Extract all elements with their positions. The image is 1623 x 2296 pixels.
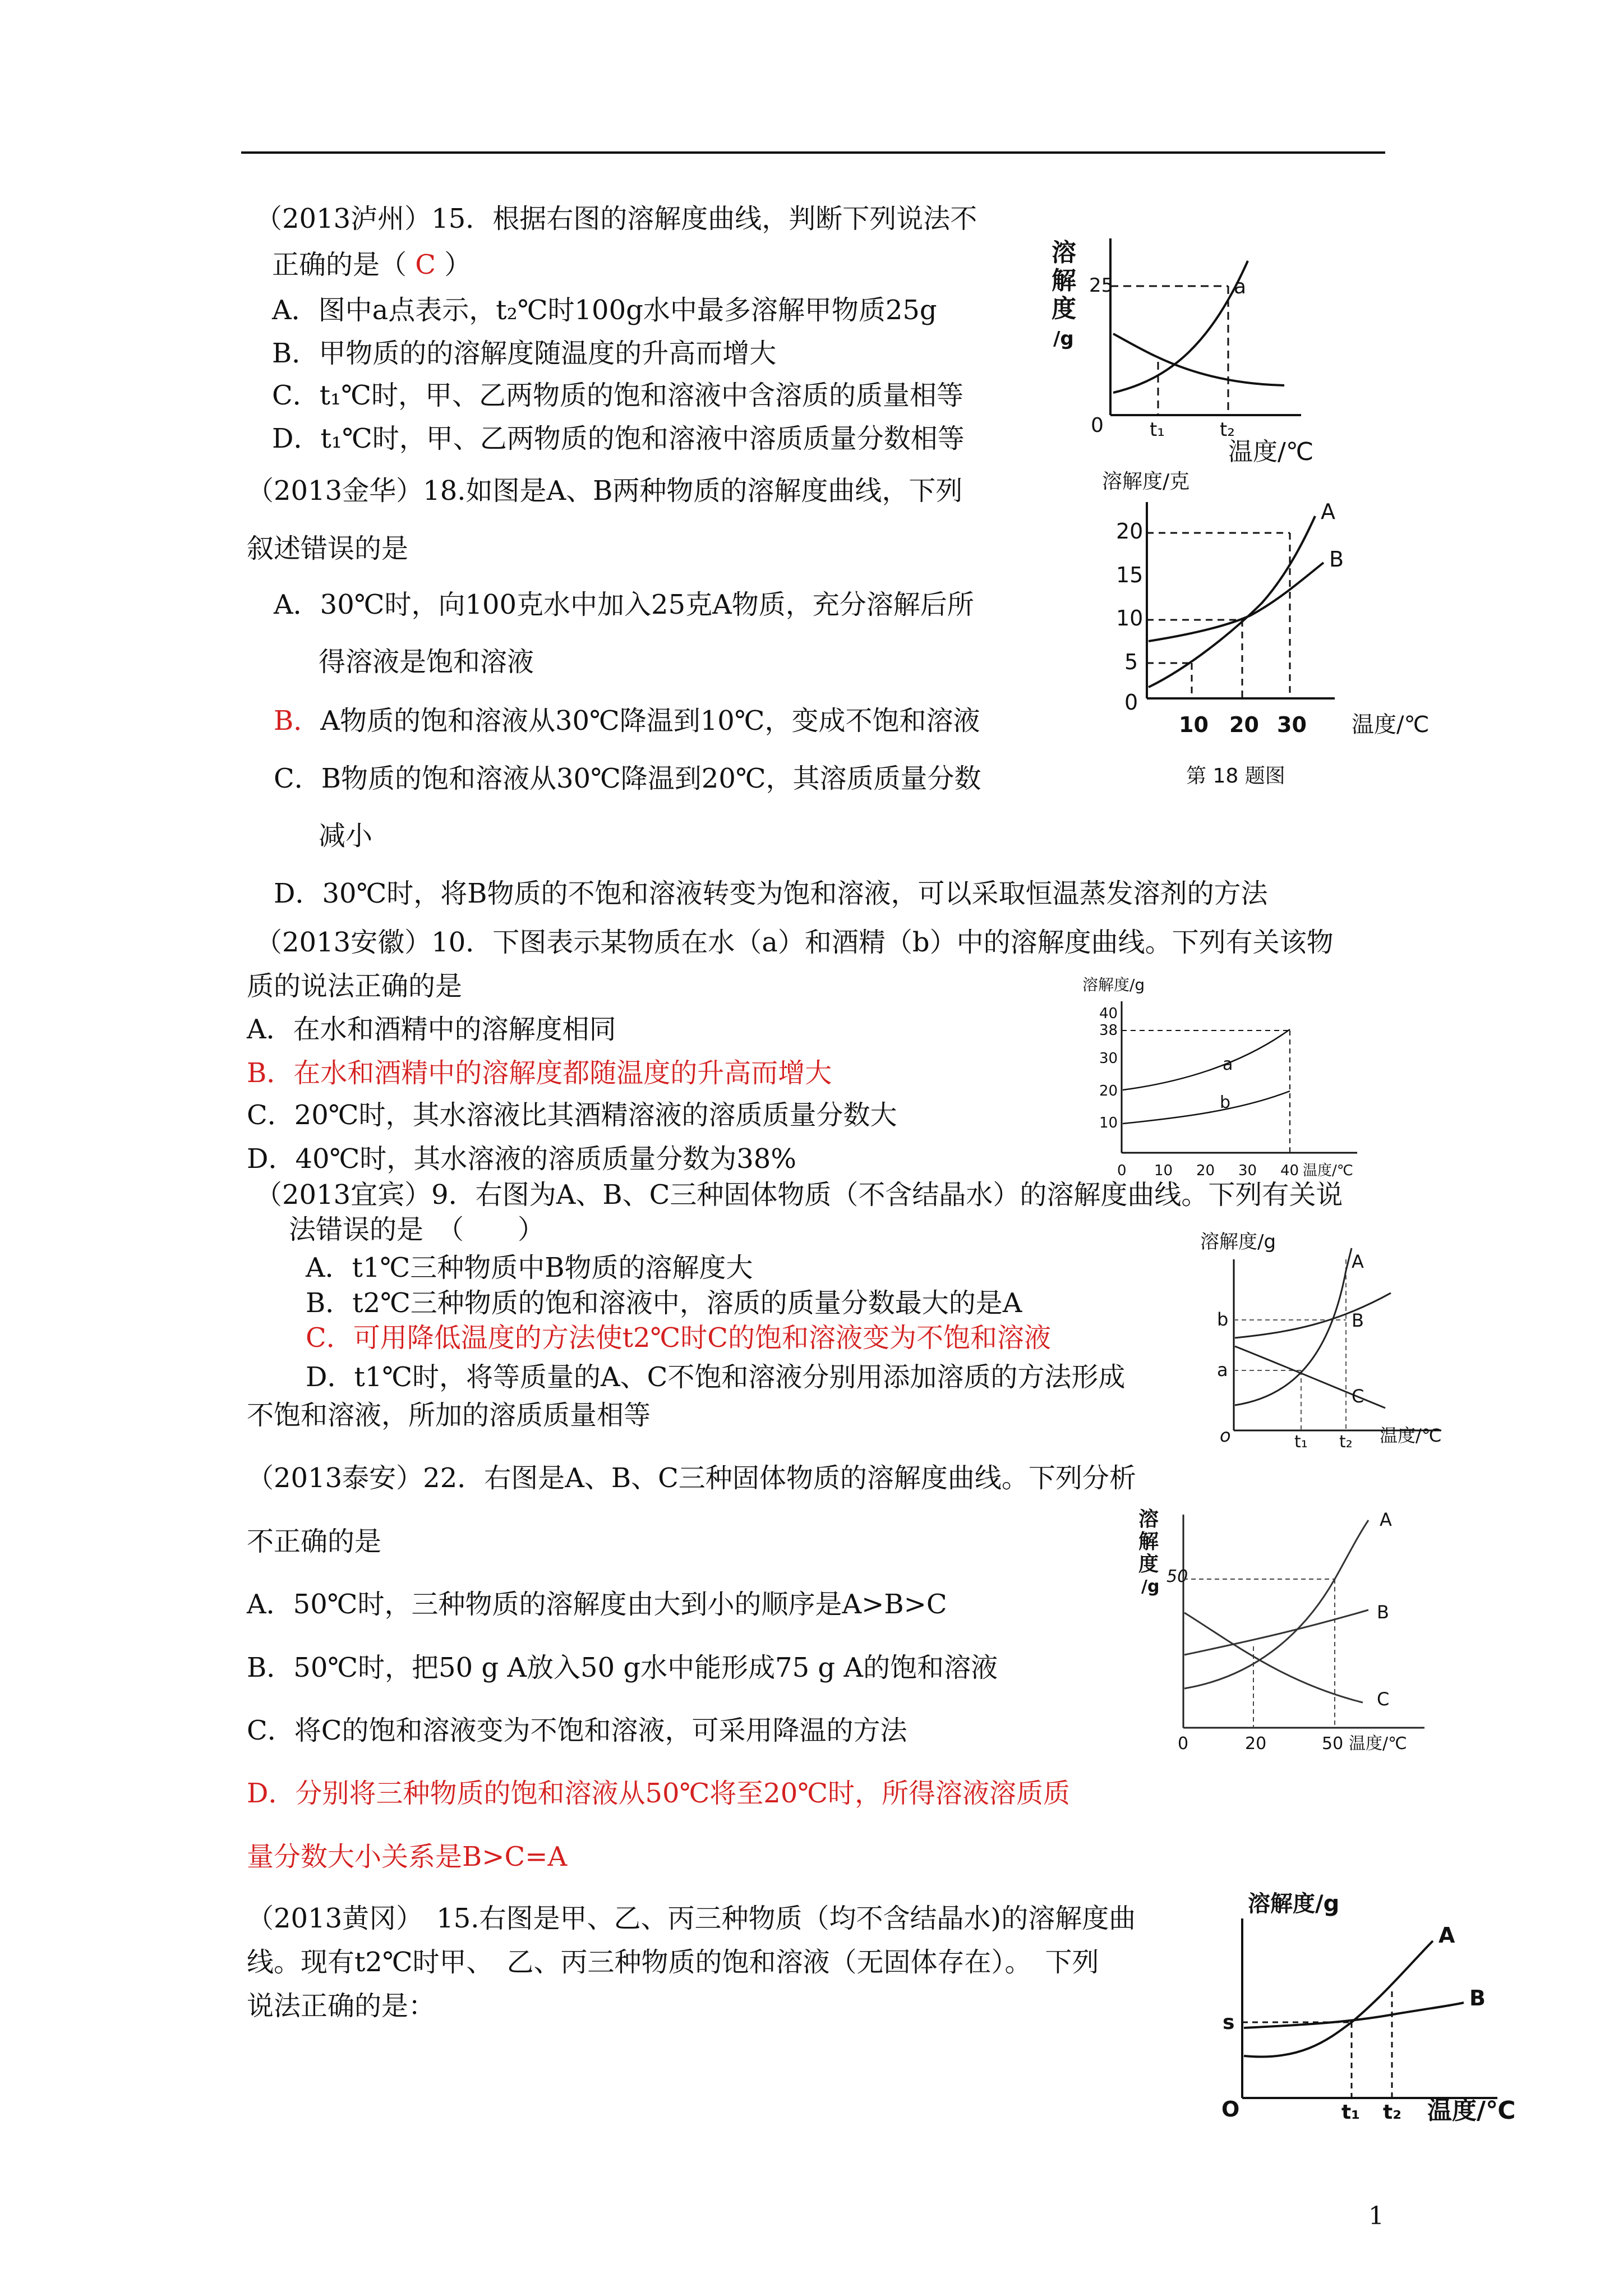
q3-ytick-30: 30 [1099,1050,1118,1067]
q2-ylabel: 溶解度/克 [1102,470,1190,493]
q6-series-b: B [1469,1986,1486,2010]
q6-curve-a [1244,1941,1433,2057]
q1-figure [1049,233,1312,468]
q2-option-d: D．30℃时，将B物质的不饱和溶液转变为饱和溶液，可以采取恒温蒸发溶剂的方法 [274,878,1268,909]
q3-option-c: C．20℃时，其水溶液比其酒精溶液的溶质质量分数大 [247,1099,897,1131]
q4-ylabel: 溶解度/g [1200,1231,1276,1253]
svg-text:溶: 溶 [1138,1508,1159,1531]
q3-xtick-30: 30 [1238,1162,1257,1179]
q3-option-d: D．40℃时，其水溶液的溶质质量分数为38% [247,1143,796,1175]
q4-option-c: C．可用降低温度的方法使t2℃时C的饱和溶液变为不饱和溶液 [306,1322,1051,1354]
q4-series-a: A [1352,1251,1364,1272]
q6-ytick-s: s [1223,2011,1235,2034]
q2-caption: 第 18 题图 [1186,765,1285,788]
q5-curve-a [1184,1520,1368,1688]
q5-stem: （2013泰安）22．右图是A、B、C三种固体物质的溶解度曲线。下列分析 [247,1462,1136,1494]
q3-figure [1082,973,1374,1192]
q3-ylabel: 溶解度/g [1082,976,1145,994]
q4-curve-a [1235,1248,1352,1405]
q5-option-d: D．分别将三种物质的饱和溶液从50℃将至20℃时，所得溶液溶质质 [247,1778,1071,1809]
q5-series-b: B [1377,1602,1389,1623]
q6-figure [1217,1888,1531,2134]
q5-figure [1138,1503,1453,1767]
q6-stem: （2013黄冈） 15.右图是甲、乙、丙三种物质（均不含结晶水)的溶解度曲 [247,1903,1136,1934]
svg-text:解: 解 [1138,1530,1159,1553]
q3-xtick-20: 20 [1196,1162,1215,1179]
page-number: 1 [1368,2202,1384,2230]
q5-series-a: A [1380,1509,1392,1530]
q2-ytick-10: 10 [1116,606,1144,631]
q3-ytick-10: 10 [1099,1115,1118,1131]
q1-stem-cont: 正确的是（ C ） [272,249,472,280]
q3-ytick-40: 40 [1099,1005,1118,1022]
q1-option-c: C．t₁℃时，甲、乙两物质的饱和溶液中含溶质的质量相等 [272,380,963,411]
q3-ytick-20: 20 [1099,1083,1118,1099]
q4-stem: （2013宜宾）9．右图为A、B、C三种固体物质（不含结晶水）的溶解度曲线。下列有关说 [255,1179,1343,1211]
q3-series-a: a [1223,1055,1233,1074]
q5-option-a: A．50℃时，三种物质的溶解度由大到小的顺序是A>B>C [247,1589,947,1620]
q4-option-a: A．t1℃三种物质中B物质的溶解度大 [306,1252,753,1283]
q3-ytick-38: 38 [1099,1022,1118,1039]
q6-series-a: A [1438,1923,1455,1948]
q5-xlabel: 温度/℃ [1349,1734,1407,1754]
q3-xtick-10: 10 [1154,1162,1173,1179]
q2-curve-b [1149,563,1324,641]
q1-xtick-t1: t₁ [1150,418,1165,441]
q4-option-b: B．t2℃三种物质的饱和溶液中，溶质的质量分数最大的是A [306,1287,1022,1319]
q4-figure [1189,1226,1481,1461]
q5-ylabel [1138,1508,1159,1596]
q6-xlabel: 温度/℃ [1427,2096,1516,2125]
q5-xtick-20: 20 [1245,1734,1267,1754]
q2-ytick-15: 15 [1116,563,1144,587]
q3-stem-cont: 质的说法正确的是 [247,970,463,1002]
q1-option-b: B．甲物质的的溶解度随温度的升高而增大 [272,338,777,369]
q1-answer: C [415,249,436,280]
q5-series-c: C [1377,1688,1390,1710]
q2-series-a: A [1321,499,1335,524]
q5-option-b: B．50℃时，把50 g A放入50 g水中能形成75 g A的饱和溶液 [247,1652,998,1683]
q1-xlabel: 温度/℃ [1228,438,1314,466]
header-rule [241,151,1385,154]
q2-figure [1099,463,1458,788]
q2-curve-a [1149,516,1315,687]
q2-option-b: B．A物质的饱和溶液从30℃降温到10℃，变成不饱和溶液 [274,705,980,737]
q3-curve-a [1123,1029,1290,1090]
svg-text:度: 度 [1138,1553,1159,1576]
q4-series-b: B [1352,1310,1364,1331]
q4-series-c: C [1352,1386,1364,1407]
q4-curve-b [1235,1293,1391,1338]
q4-origin: o [1220,1425,1231,1446]
q2-series-b: B [1329,547,1344,572]
q5-xtick-0: 0 [1178,1734,1189,1754]
q5-ytick-50: 50 [1166,1567,1188,1586]
svg-text:溶: 溶 [1052,238,1076,267]
q4-xtick-t1: t₁ [1294,1432,1308,1452]
q2-xtick-20: 20 [1229,712,1259,737]
q1-xtick-t2: t₂ [1220,418,1235,441]
q5-curve-c [1184,1613,1363,1703]
q6-stem-cont-1: 线。现有t2℃时甲、 乙、丙三种物质的饱和溶液（无固体存在）。 下列 [247,1947,1099,1978]
q2-answer-b: B． [274,705,321,737]
q1-stem: （2013泸州）15．根据右图的溶解度曲线，判断下列说法不 [255,203,978,234]
svg-text:/g: /g [1053,328,1074,350]
q1-ytick: 25 [1089,274,1114,297]
q3-stem: （2013安徽）10．下图表示某物质在水（a）和酒精（b）中的溶解度曲线。下列有关该物 [255,927,1334,958]
q4-stem-cont: 法错误的是 （ ） [289,1214,545,1245]
q4-ytick-b: b [1217,1309,1229,1330]
q2-ytick-20: 20 [1116,519,1144,544]
q1-option-a: A．图中a点表示，t₂℃时100g水中最多溶解甲物质25g [272,295,937,326]
q5-option-d-cont: 量分数大小关系是B>C=A [247,1841,568,1872]
q3-option-a: A．在水和酒精中的溶解度相同 [247,1014,616,1045]
q6-xtick-t1: t₁ [1341,2101,1360,2124]
q6-ylabel: 溶解度/g [1248,1891,1340,1917]
q4-xtick-t2: t₂ [1339,1432,1353,1452]
svg-text:解: 解 [1052,266,1076,295]
q2-option-a: A．30℃时，向100克水中加入25克A物质，充分溶解后所 [274,589,974,620]
q2-ytick-5: 5 [1124,650,1138,674]
q2-option-c: C．B物质的饱和溶液从30℃降温到20℃，其溶质质量分数 [274,763,981,794]
q1-point-a: a [1234,275,1247,298]
q3-xtick-0: 0 [1117,1162,1127,1179]
q5-xtick-50: 50 [1322,1734,1344,1754]
q1-ylabel [1052,238,1076,350]
q6-origin: O [1221,2097,1240,2122]
q2-stem: （2013金华）18.如图是A、B两种物质的溶解度曲线，下列 [247,475,963,507]
q5-option-c: C．将C的饱和溶液变为不饱和溶液，可采用降温的方法 [247,1715,907,1746]
q2-xtick-30: 30 [1277,712,1307,737]
q1-origin: 0 [1091,414,1104,437]
q1-option-d: D．t₁℃时，甲、乙两物质的饱和溶液中溶质质量分数相等 [272,423,965,454]
q5-stem-cont: 不正确的是 [247,1526,382,1557]
q3-curve-b [1123,1091,1290,1124]
q3-xtick-40: 40 [1280,1162,1299,1179]
q2-option-a-cont: 得溶液是饱和溶液 [319,646,534,678]
q2-ytick-0: 0 [1124,690,1138,715]
q2-option-c-cont: 减小 [319,820,373,852]
q3-option-b: B．在水和酒精中的溶解度都随温度的升高而增大 [247,1057,832,1089]
q6-curve-b [1244,2003,1464,2028]
q4-ytick-a: a [1217,1359,1228,1381]
q2-stem-cont: 叙述错误的是 [247,533,409,564]
q3-series-b: b [1220,1093,1231,1112]
q3-xlabel: 温度/℃ [1303,1162,1353,1179]
q4-option-d-cont: 不饱和溶液，所加的溶质质量相等 [247,1400,651,1431]
q2-xtick-10: 10 [1179,712,1209,737]
q6-xtick-t2: t₂ [1383,2101,1401,2124]
q4-xlabel: 温度/℃ [1380,1425,1442,1446]
q2-xlabel: 温度/℃ [1352,712,1430,738]
svg-text:/g: /g [1141,1577,1160,1596]
q4-option-d: D．t1℃时，将等质量的A、C不饱和溶液分别用添加溶质的方法形成 [306,1361,1126,1393]
q6-stem-cont-2: 说法正确的是： [247,1990,436,2022]
svg-text:度: 度 [1052,295,1076,323]
